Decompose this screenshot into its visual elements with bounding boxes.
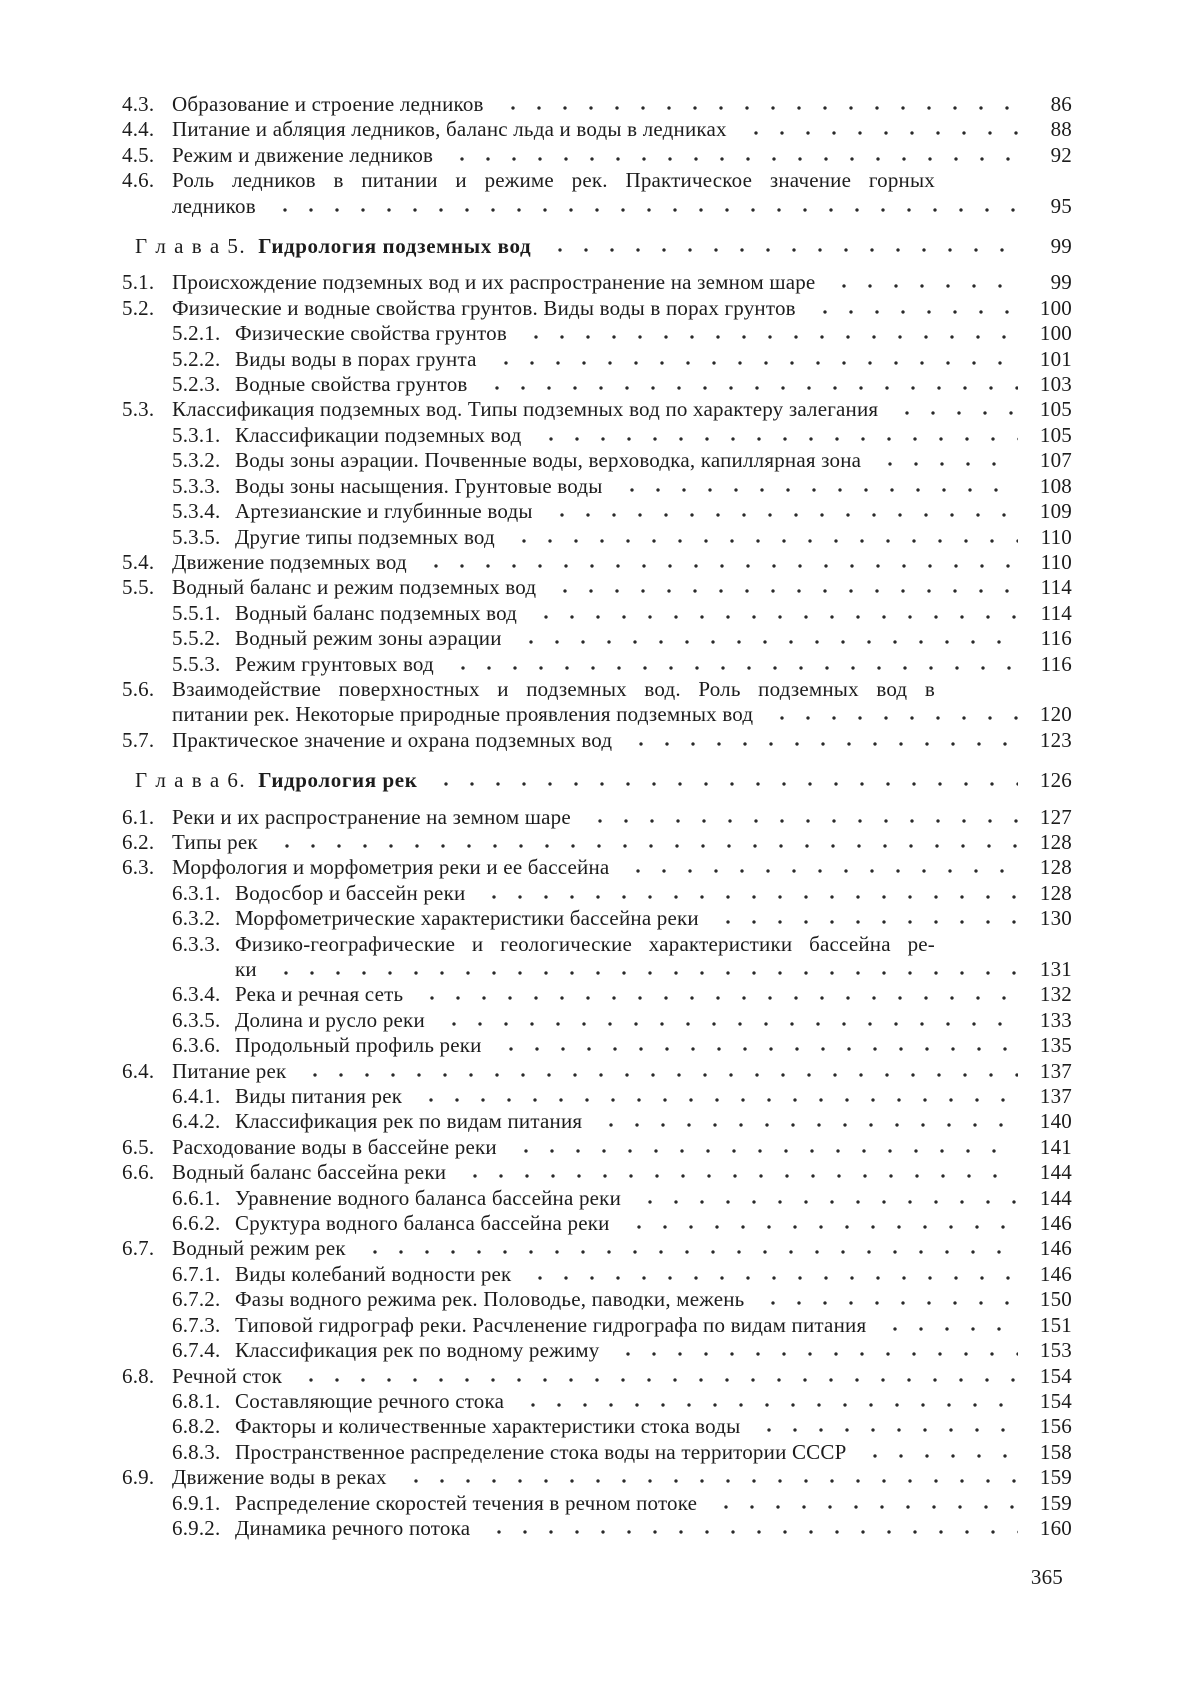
toc-entry-page: 146 [1039, 1211, 1072, 1236]
toc-entry-title: Водный режим зоны аэрации [235, 626, 502, 651]
toc-entry-number: 5.5.1. [172, 600, 221, 625]
toc-entry-page: 116 [1040, 626, 1072, 651]
toc-entry-number: 4.5. [122, 142, 155, 167]
toc-row [122, 1338, 1072, 1363]
dot-leader [876, 1324, 1018, 1332]
dot-leader [613, 485, 1018, 493]
toc-entry-number: 5.2.2. [172, 346, 221, 371]
dot-leader [888, 408, 1018, 416]
toc-row [122, 296, 1072, 321]
dot-leader [507, 1146, 1018, 1154]
toc-row [122, 1440, 1072, 1465]
toc-row [122, 423, 1072, 448]
toc-entry-number: 5.5.3. [172, 651, 221, 676]
toc-entry-title: Физические свойства грунтов [235, 321, 507, 346]
toc-entry-number: 6.9.2. [172, 1515, 221, 1540]
toc-entry-number: 6.8. [122, 1363, 155, 1388]
dot-leader [356, 1247, 1018, 1255]
dot-leader [825, 281, 1018, 289]
toc-entry-number: 5.2.1. [172, 321, 221, 346]
toc-entry-page: 123 [1039, 727, 1072, 752]
toc-entry-title: Факторы и количественные характеристики стока воды [235, 1414, 741, 1439]
toc-entry-page: 156 [1039, 1414, 1072, 1439]
dot-leader [609, 1349, 1018, 1357]
dot-leader [856, 1451, 1018, 1459]
toc-row [122, 1313, 1072, 1338]
toc-row [122, 397, 1072, 422]
toc-entry-page: 146 [1039, 1236, 1072, 1261]
toc-entry-title: Типовой гидрограф реки. Расчленение гидрографа по видам питания [235, 1312, 867, 1337]
toc-entry-page: 151 [1039, 1312, 1072, 1337]
toc-entry-page: 88 [1050, 117, 1072, 142]
toc-entry-page: 127 [1039, 804, 1072, 829]
toc-entry-number: 5.4. [122, 549, 155, 574]
toc-entry-page: 92 [1050, 142, 1072, 167]
toc-entry-page: 137 [1039, 1058, 1072, 1083]
toc-entry-title: Виды колебаний водности рек [235, 1261, 512, 1286]
dot-leader [622, 739, 1018, 747]
toc-entry-title: Артезианские и глубинные воды [235, 499, 533, 524]
toc-entry-page: 99 [1050, 234, 1072, 259]
toc-entry-number: 6.7.3. [172, 1312, 221, 1337]
toc-entry-number: 4.6. [122, 168, 155, 193]
toc-entry-page: 137 [1039, 1084, 1072, 1109]
toc-entry-number: 6.3.6. [172, 1033, 221, 1058]
dot-leader [806, 307, 1018, 315]
toc-entry-title: Водный баланс подземных вод [235, 600, 518, 625]
toc-entry-number: 5.6. [122, 676, 155, 701]
toc-entry-page: 110 [1040, 549, 1072, 574]
dot-leader [487, 358, 1018, 366]
toc-entry-number: 6.7.4. [172, 1338, 221, 1363]
toc-entry-title: Фазы водного режима рек. Половодье, паводки, межень [235, 1287, 745, 1312]
dot-leader [268, 841, 1018, 849]
toc-entry-number: 6.7. [122, 1236, 155, 1261]
dot-leader [412, 1095, 1018, 1103]
toc-row [122, 1033, 1072, 1058]
toc-entry-page: 153 [1039, 1338, 1072, 1363]
toc-entry-title: питании рек. Некоторые природные проявления подземных вод [172, 702, 754, 727]
toc-row [122, 932, 1072, 957]
toc-row [122, 1186, 1072, 1211]
toc-entry-number: 6.6. [122, 1160, 155, 1185]
toc-entry-title: Происхождение подземных вод и их распространение на земном шаре [172, 270, 816, 295]
toc-entry-number: 6.2. [122, 829, 155, 854]
toc-entry-number: 6.5. [122, 1134, 155, 1159]
toc-entry-title: ледников [172, 193, 256, 218]
toc-entry-page: 107 [1039, 448, 1072, 473]
toc-row [122, 168, 1072, 193]
toc-entry-number: 6.9.1. [172, 1490, 221, 1515]
chapter-heading-row [122, 234, 1072, 259]
toc-entry-title: Распределение скоростей течения в речном потоке [235, 1490, 698, 1515]
dot-leader [581, 816, 1018, 824]
dot-leader [517, 332, 1018, 340]
dot-leader [592, 1120, 1018, 1128]
dot-leader [475, 892, 1018, 900]
toc-entry-title: Уравнение водного баланса бассейна реки [235, 1185, 622, 1210]
toc-entry-number: 6.4. [122, 1058, 155, 1083]
toc-row [122, 474, 1072, 499]
dot-leader [427, 779, 1018, 787]
dot-leader [512, 637, 1018, 645]
toc-entry-number: 6.7.2. [172, 1287, 221, 1312]
toc-entry-page: 108 [1039, 473, 1072, 498]
toc-entry-title: Сруктура водного баланса бассейна реки [235, 1211, 610, 1236]
footer-page-number: 365 [1030, 1565, 1063, 1589]
toc-entry-page: 141 [1039, 1134, 1072, 1159]
toc-entry-title: Воды зоны насыщения. Грунтовые воды [235, 473, 603, 498]
toc-row [122, 143, 1072, 168]
toc-entry-page: 150 [1039, 1287, 1072, 1312]
toc-entry-number: 5.5. [122, 575, 155, 600]
toc-entry-page: 110 [1040, 524, 1072, 549]
toc-entry-page: 144 [1039, 1185, 1072, 1210]
toc-entry-title: Виды питания рек [235, 1084, 403, 1109]
dot-leader [521, 1273, 1018, 1281]
toc-entry-title: Водный режим рек [172, 1236, 346, 1261]
toc-row [122, 347, 1072, 372]
dot-leader [709, 917, 1018, 925]
toc-row [122, 372, 1072, 397]
toc-row [122, 677, 1072, 702]
dot-leader [620, 1222, 1018, 1230]
toc-row [122, 1135, 1072, 1160]
toc-entry-number: 6.3. [122, 855, 155, 880]
dot-leader [478, 383, 1018, 391]
toc-entry-page: 114 [1040, 575, 1072, 600]
toc-entry-page: 128 [1039, 855, 1072, 880]
toc-row [122, 92, 1072, 117]
dot-leader [480, 1527, 1018, 1535]
toc-row [122, 982, 1072, 1007]
toc-entry-title: Физические и водные свойства грунтов. Виды воды в порах грунтов [172, 295, 796, 320]
toc-entry-title: Классификации подземных вод [235, 422, 522, 447]
toc-row [122, 1236, 1072, 1261]
toc-entry-title: Взаимодействие поверхностных и подземных вод. Роль подземных вод в [172, 676, 935, 701]
toc-entry-title: Речной сток [172, 1363, 283, 1388]
toc-entry-title: Продольный профиль реки [235, 1033, 482, 1058]
toc-row [122, 1465, 1072, 1490]
toc-row [122, 652, 1072, 677]
toc-row [122, 1414, 1072, 1439]
toc-row [122, 1160, 1072, 1185]
dot-leader [266, 205, 1018, 213]
toc-entry-title: Роль ледников в питании и режиме рек. Практическое значение горных [172, 168, 935, 193]
toc-row [122, 830, 1072, 855]
toc-entry-page: 116 [1040, 651, 1072, 676]
toc-row [122, 525, 1072, 550]
table-of-contents [122, 92, 1072, 1541]
toc-entry-title: Динамика речного потока [235, 1515, 471, 1540]
toc-entry-page: 103 [1039, 372, 1072, 397]
toc-entry-number: 5.3.2. [172, 448, 221, 473]
toc-row [122, 626, 1072, 651]
toc-entry-page: 132 [1039, 982, 1072, 1007]
toc-entry-number: 6.8.1. [172, 1388, 221, 1413]
toc-entry-title: Гидрология рек [258, 768, 418, 793]
dot-leader [763, 713, 1018, 721]
toc-entry-page: 144 [1039, 1160, 1072, 1185]
toc-entry-title: Водный баланс бассейна реки [172, 1160, 447, 1185]
toc-row [122, 1059, 1072, 1084]
toc-entry-number: 5.1. [122, 270, 155, 295]
toc-row [122, 575, 1072, 600]
dot-leader [707, 1502, 1018, 1510]
toc-entry-title: Режим и движение ледников [172, 142, 434, 167]
toc-entry-page: 105 [1039, 397, 1072, 422]
toc-entry-page: 159 [1039, 1490, 1072, 1515]
toc-entry-page: 131 [1039, 957, 1072, 981]
toc-row [122, 805, 1072, 830]
dot-leader [435, 1019, 1018, 1027]
toc-entry-page: 101 [1039, 346, 1072, 371]
toc-row [122, 448, 1072, 473]
toc-entry-title: Режим грунтовых вод [235, 651, 434, 676]
toc-row [122, 1008, 1072, 1033]
toc-entry-page: 100 [1039, 321, 1072, 346]
toc-entry-page: 105 [1039, 422, 1072, 447]
toc-entry-number: 6.6.1. [172, 1185, 221, 1210]
toc-entry-page: 158 [1039, 1439, 1072, 1464]
toc-row [122, 499, 1072, 524]
dot-leader [456, 1171, 1018, 1179]
toc-row [122, 550, 1072, 575]
dot-leader [541, 245, 1018, 253]
toc-entry-title: Практическое значение и охрана подземных вод [172, 727, 613, 752]
toc-entry-title: Типы рек [172, 829, 258, 854]
toc-row [122, 702, 1072, 727]
toc-entry-number: 6.3.4. [172, 982, 221, 1007]
toc-row [122, 1084, 1072, 1109]
toc-entry-title: Расходование воды в бассейне реки [172, 1134, 497, 1159]
toc-entry-page: 160 [1039, 1515, 1072, 1540]
toc-entry-number: 5.3.1. [172, 422, 221, 447]
toc-entry-title: Питание и абляция ледников, баланс льда и воды в ледниках [172, 117, 727, 142]
dot-leader [443, 154, 1018, 162]
toc-entry-page: 135 [1039, 1033, 1072, 1058]
toc-row [122, 1262, 1072, 1287]
dot-leader [494, 103, 1018, 111]
toc-row [122, 1287, 1072, 1312]
toc-row [122, 1516, 1072, 1541]
toc-entry-number: 6.3.5. [172, 1007, 221, 1032]
toc-entry-number: 6.3.2. [172, 906, 221, 931]
toc-entry-number: 5.7. [122, 727, 155, 752]
toc-entry-number: 6.6.2. [172, 1211, 221, 1236]
toc-entry-number: Г л а в а 5. [135, 234, 247, 259]
toc-entry-number: 6.1. [122, 804, 155, 829]
toc-entry-title: Воды зоны аэрации. Почвенные воды, верховодка, капиллярная зона [235, 448, 862, 473]
dot-leader [754, 1298, 1018, 1306]
toc-entry-page: 140 [1039, 1109, 1072, 1134]
toc-row [122, 601, 1072, 626]
toc-entry-page: 133 [1039, 1007, 1072, 1032]
toc-entry-page: 109 [1039, 499, 1072, 524]
toc-entry-title: Движение подземных вод [172, 549, 407, 574]
toc-entry-title: Водосбор и бассейн реки [235, 880, 466, 905]
toc-entry-page: 126 [1039, 768, 1072, 793]
toc-entry-title: Физико-географические и геологические характеристики бассейна ре- [235, 931, 935, 956]
toc-entry-number: 6.9. [122, 1465, 155, 1490]
toc-entry-title: Классификация рек по видам питания [235, 1109, 583, 1134]
dot-leader [750, 1425, 1018, 1433]
dot-leader [514, 1400, 1018, 1408]
toc-entry-title: Долина и русло реки [235, 1007, 425, 1032]
toc-entry-title: ки [235, 957, 257, 981]
toc-entry-page: 120 [1039, 702, 1072, 727]
dot-leader [444, 663, 1018, 671]
dot-leader [546, 586, 1018, 594]
toc-entry-title: Питание рек [172, 1058, 287, 1083]
toc-row [122, 270, 1072, 295]
toc-row [122, 1211, 1072, 1236]
toc-entry-title: Классификация подземных вод. Типы подземных вод по характеру залегания [172, 397, 879, 422]
toc-entry-title: Виды воды в порах грунта [235, 346, 477, 371]
toc-row [122, 1389, 1072, 1414]
toc-row [122, 1364, 1072, 1389]
toc-entry-number: 5.2. [122, 295, 155, 320]
toc-entry-number: 6.8.2. [172, 1414, 221, 1439]
toc-entry-number: 5.3.4. [172, 499, 221, 524]
toc-entry-number: 5.5.2. [172, 626, 221, 651]
toc-entry-number: 4.4. [122, 117, 155, 142]
dot-leader [296, 1070, 1018, 1078]
toc-entry-title: Движение воды в реках [172, 1465, 387, 1490]
toc-entry-number: 6.7.1. [172, 1261, 221, 1286]
toc-entry-number: 5.2.3. [172, 372, 221, 397]
toc-row [122, 194, 1072, 219]
toc-row [122, 906, 1072, 931]
toc-entry-number: 6.4.1. [172, 1084, 221, 1109]
toc-entry-number: 4.3. [122, 92, 155, 116]
toc-entry-number: Г л а в а 6. [135, 768, 247, 793]
toc-entry-number: 6.3.3. [172, 931, 221, 956]
toc-entry-page: 128 [1039, 880, 1072, 905]
dot-leader [631, 1197, 1018, 1205]
dot-leader [737, 128, 1018, 136]
toc-entry-number: 5.3.5. [172, 524, 221, 549]
dot-leader [505, 536, 1018, 544]
toc-entry-number: 6.3.1. [172, 880, 221, 905]
toc-row [122, 1491, 1072, 1516]
toc-row [122, 728, 1072, 753]
dot-leader [532, 434, 1018, 442]
toc-entry-title: Пространственное распределение стока воды на территории СССР [235, 1439, 847, 1464]
dot-leader [871, 459, 1018, 467]
toc-entry-page: 100 [1039, 295, 1072, 320]
toc-row [122, 117, 1072, 142]
dot-leader [267, 968, 1018, 976]
dot-leader [413, 993, 1018, 1001]
toc-entry-title: Река и речная сеть [235, 982, 404, 1007]
toc-entry-number: 6.4.2. [172, 1109, 221, 1134]
dot-leader [492, 1044, 1018, 1052]
toc-entry-page: 114 [1040, 600, 1072, 625]
toc-entry-title: Морфология и морфометрия реки и ее бассейна [172, 855, 610, 880]
toc-entry-title: Другие типы подземных вод [235, 524, 495, 549]
dot-leader [397, 1476, 1018, 1484]
dot-leader [619, 866, 1018, 874]
toc-entry-page: 154 [1039, 1388, 1072, 1413]
dot-leader [417, 561, 1018, 569]
toc-entry-title: Составляющие речного стока [235, 1388, 505, 1413]
toc-row [122, 957, 1072, 982]
toc-entry-title: Реки и их распространение на земном шаре [172, 804, 571, 829]
toc-entry-page: 128 [1039, 829, 1072, 854]
dot-leader [543, 510, 1018, 518]
toc-entry-page: 159 [1039, 1465, 1072, 1490]
toc-entry-page: 146 [1039, 1261, 1072, 1286]
toc-entry-page: 99 [1050, 270, 1072, 295]
toc-entry-title: Гидрология подземных вод [258, 234, 532, 259]
toc-entry-page: 95 [1050, 193, 1072, 218]
toc-entry-page: 86 [1050, 92, 1072, 116]
toc-entry-title: Образование и строение ледников [172, 92, 484, 116]
toc-entry-number: 6.8.3. [172, 1439, 221, 1464]
toc-entry-title: Водные свойства грунтов [235, 372, 468, 397]
toc-row [122, 855, 1072, 880]
dot-leader [292, 1375, 1018, 1383]
toc-entry-page: 130 [1039, 906, 1072, 931]
toc-row [122, 1109, 1072, 1134]
toc-entry-number: 5.3. [122, 397, 155, 422]
toc-entry-title: Водный баланс и режим подземных вод [172, 575, 537, 600]
dot-leader [527, 612, 1018, 620]
toc-entry-title: Морфометрические характеристики бассейна реки [235, 906, 699, 931]
toc-row [122, 321, 1072, 346]
toc-entry-number: 5.3.3. [172, 473, 221, 498]
toc-entry-title: Классификация рек по водному режиму [235, 1338, 600, 1363]
chapter-heading-row [122, 768, 1072, 793]
toc-row [122, 881, 1072, 906]
toc-entry-page: 154 [1039, 1363, 1072, 1388]
